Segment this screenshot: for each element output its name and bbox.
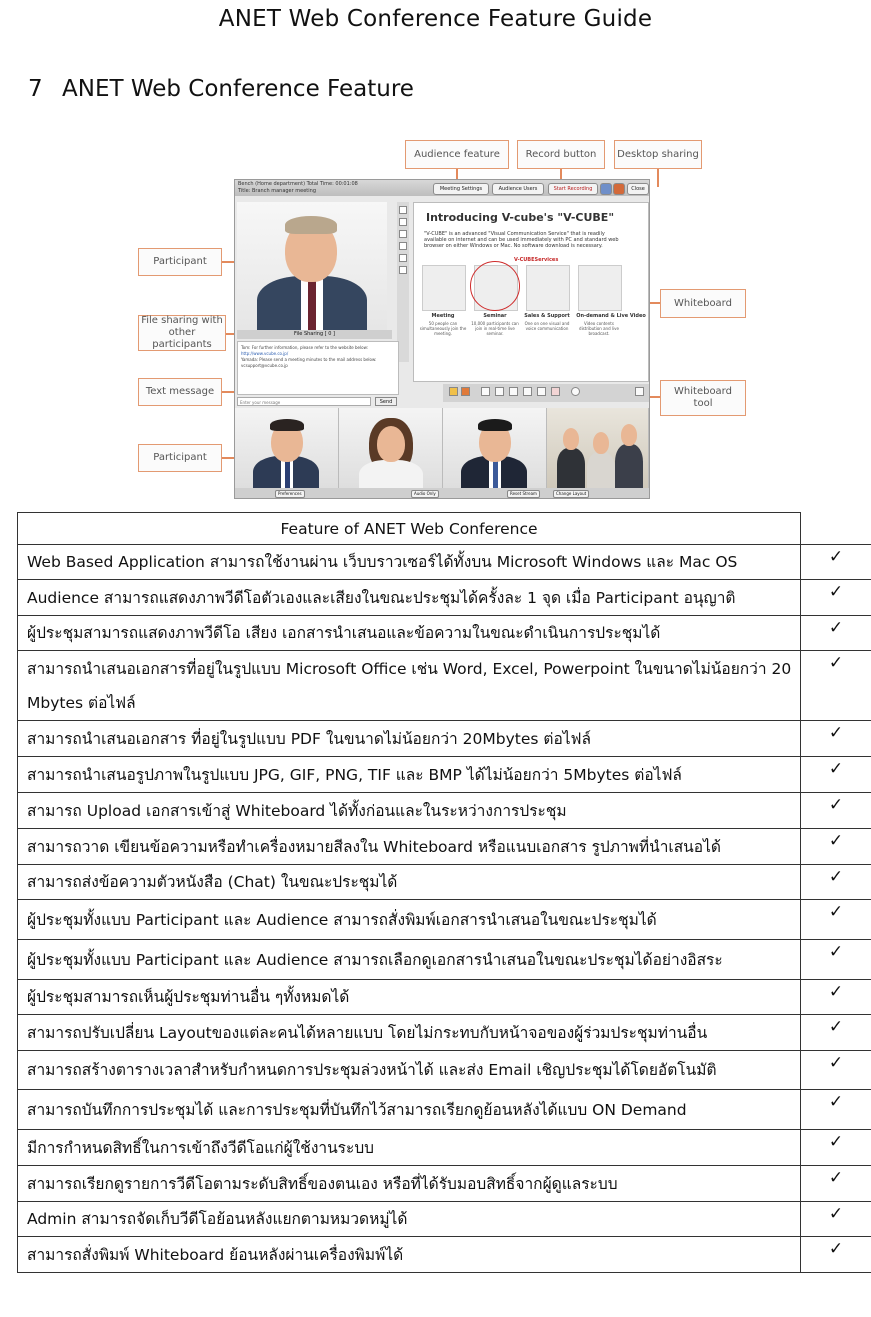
feature-description: สามารถเรียกดูรายการวีดีโอตามระดับสิทธิ์ของตนเอง หรือที่ได้รับมอบสิทธิ์จากผู้ดูแลระบบ	[18, 1166, 801, 1202]
line-tool-icon[interactable]	[399, 266, 407, 274]
check-mark-icon: ✓	[801, 940, 871, 980]
whiteboard-intro-text: "V-CUBE" is an advanced "Visual Communication Service" that is readily available on internet and can be used immediately with PC and standard web browser on either Windows or Mac. No software download is necessary.	[424, 231, 619, 249]
zoom-icon[interactable]	[571, 387, 580, 396]
table-header-row	[18, 513, 871, 545]
desktop-sharing-icon[interactable]	[600, 183, 612, 195]
feature-description: สามารถนำเสนอเอกสาร ที่อยู่ในรูปแบบ PDF ในขนาดไม่น้อยกว่า 20Mbytes ต่อไฟล์	[18, 721, 801, 757]
app-bottom-bar	[235, 488, 649, 498]
check-mark-icon: ✓	[801, 651, 871, 721]
table-row	[18, 980, 871, 1015]
whiteboard-col-text: 10,000 participants can join in real-time live seminar.	[471, 321, 519, 336]
table-row	[18, 1015, 871, 1051]
feature-description: สามารถ Upload เอกสารเข้าสู่ Whiteboard ได้ทั้งก่อนและในระหว่างการประชุม	[18, 793, 801, 829]
whiteboard-services-label: V-CUBEServices	[514, 257, 559, 263]
new-page-icon[interactable]	[481, 387, 490, 396]
check-mark-icon: ✓	[801, 900, 871, 940]
table-body	[18, 545, 871, 1273]
check-mark-icon: ✓	[801, 1090, 871, 1130]
chat-message: Yamada: Please send a meeting minutes to the mail address below:	[241, 357, 377, 362]
callout-file-sharing: File sharing with other participants	[138, 315, 226, 351]
participant-thumbnails	[235, 408, 649, 488]
delete-icon[interactable]	[509, 387, 518, 396]
check-mark-icon: ✓	[801, 1202, 871, 1237]
whiteboard-col-text: 50 people can simultaneously join the meeting.	[419, 321, 467, 336]
whiteboard-toolbar	[443, 384, 649, 402]
feature-description: สามารถสร้างตารางเวลาสำหรับกำหนดการประชุมล่วงหน้าได้ และส่ง Email เชิญประชุมได้โดยอัตโนมัติ	[18, 1051, 801, 1090]
table-row	[18, 721, 871, 757]
table-row	[18, 1051, 871, 1090]
whiteboard-annotation-circle	[470, 261, 520, 311]
table-row	[18, 940, 871, 980]
page-list-icon[interactable]	[537, 387, 546, 396]
image-icon[interactable]	[495, 387, 504, 396]
callout-whiteboard-tool: Whiteboard tool	[660, 380, 746, 416]
reset-stream-button[interactable]: Reset Stream	[507, 490, 540, 498]
close-button[interactable]: Close	[627, 183, 649, 195]
meeting-settings-button[interactable]: Meeting Settings	[433, 183, 489, 195]
participant-thumbnail[interactable]	[235, 408, 339, 488]
delete-pages-icon[interactable]	[551, 387, 560, 396]
preferences-button[interactable]: Preferences	[275, 490, 305, 498]
whiteboard-col-title: Sales & Support	[524, 313, 570, 319]
sync-icon[interactable]	[523, 387, 532, 396]
feature-description: มีการกำหนดสิทธิ์ในการเข้าถึงวีดีโอแก่ผู้ใช้งานระบบ	[18, 1130, 801, 1166]
table-row	[18, 1090, 871, 1130]
participant-main-video	[237, 202, 387, 330]
feature-screenshot-figure	[0, 0, 871, 510]
shape-tool-icon[interactable]	[399, 230, 407, 238]
sales-thumbnail	[526, 265, 570, 311]
check-mark-icon: ✓	[801, 545, 871, 580]
table-row	[18, 580, 871, 616]
chat-input[interactable]: Enter your message	[237, 397, 371, 406]
table-row	[18, 1202, 871, 1237]
section-number: 7	[28, 76, 43, 102]
whiteboard-col-title: Seminar	[483, 313, 507, 319]
feature-description: ผู้ประชุมสามารถแสดงภาพวีดีโอ เสียง เอกสารนำเสนอและข้อความในขณะดำเนินการประชุมได้	[18, 616, 801, 651]
table-header-blank	[801, 513, 871, 545]
check-mark-icon: ✓	[801, 865, 871, 900]
check-mark-icon: ✓	[801, 1015, 871, 1051]
callout-desktop-sharing: Desktop sharing	[614, 140, 702, 169]
table-row	[18, 1130, 871, 1166]
feature-table	[17, 512, 871, 1273]
check-mark-icon: ✓	[801, 980, 871, 1015]
table-row	[18, 545, 871, 580]
feature-description: ผู้ประชุมทั้งแบบ Participant และ Audience สามารถสั่งพิมพ์เอกสารนำเสนอในขณะประชุมได้	[18, 900, 801, 940]
chat-message: Tom: For further information, please refer to the website below:	[241, 345, 368, 350]
feature-description: สามารถวาด เขียนข้อความหรือทำเครื่องหมายสีลงใน Whiteboard หรือแนบเอกสาร รูปภาพที่นำเสนอได้	[18, 829, 801, 865]
callout-participant-top: Participant	[138, 248, 222, 276]
section-title: ANET Web Conference Feature	[62, 76, 414, 102]
check-mark-icon: ✓	[801, 1166, 871, 1202]
table-row	[18, 1237, 871, 1273]
check-mark-icon: ✓	[801, 721, 871, 757]
print-icon[interactable]	[635, 387, 644, 396]
whiteboard-heading: Introducing V-cube's "V-CUBE"	[426, 211, 615, 224]
whiteboard-col-title: Meeting	[431, 313, 455, 319]
feature-description: สามารถสั่งพิมพ์ Whiteboard ย้อนหลังผ่านเครื่องพิมพ์ได้	[18, 1237, 801, 1273]
callout-audience-feature: Audience feature	[405, 140, 509, 169]
participant-thumbnail[interactable]	[339, 408, 443, 488]
redo-icon[interactable]	[461, 387, 470, 396]
app-topbar	[235, 180, 649, 196]
feature-description: Web Based Application สามารถใช้งานผ่าน เว็บบราวเซอร์ได้ทั้งบน Microsoft Windows และ Mac OS	[18, 545, 801, 580]
table-row	[18, 900, 871, 940]
whiteboard-col-text: Video contents distribution and live broadcast.	[579, 321, 619, 336]
whiteboard-col-title: On-demand & Live Video	[576, 313, 646, 319]
table-row	[18, 793, 871, 829]
undo-icon[interactable]	[449, 387, 458, 396]
pointer-tool-icon[interactable]	[399, 254, 407, 262]
check-mark-icon: ✓	[801, 580, 871, 616]
callout-record-button: Record button	[517, 140, 605, 169]
feature-description: Audience สามารถแสดงภาพวีดีโอตัวเองและเสียงในขณะประชุมได้ครั้งละ 1 จุด เมื่อ Participant อนุญาติ	[18, 580, 801, 616]
check-mark-icon: ✓	[801, 1130, 871, 1166]
leader-line	[657, 169, 659, 187]
app-meeting-title: Title: Branch manager meeting	[238, 188, 316, 194]
audio-only-toggle[interactable]: Audio Only	[411, 490, 439, 498]
feature-description: สามารถบันทึกการประชุมได้ และการประชุมที่บันทึกไว้สามารถเรียกดูย้อนหลังได้แบบ ON Demand	[18, 1090, 801, 1130]
document-title: ANET Web Conference Feature Guide	[218, 6, 653, 32]
check-mark-icon: ✓	[801, 829, 871, 865]
feature-description: Admin สามารถจัดเก็บวีดีโอย้อนหลังแยกตามหมวดหมู่ได้	[18, 1202, 801, 1237]
table-row	[18, 616, 871, 651]
table-row	[18, 1166, 871, 1202]
whiteboard-col-text: One on one visual and voice communication	[524, 321, 570, 331]
chat-link[interactable]: http://www.vcube.co.jp/	[241, 351, 289, 356]
feature-description: สามารถนำเสนอเอกสารที่อยู่ในรูปแบบ Microsoft Office เช่น Word, Excel, Powerpoint ในขนาดไม่น้อยกว่า 20 Mbytes ต่อไฟล์	[18, 651, 801, 721]
chat-send-button[interactable]: Send	[375, 397, 397, 406]
participant-thumbnail[interactable]	[443, 408, 547, 488]
check-mark-icon: ✓	[801, 1237, 871, 1273]
table-row	[18, 829, 871, 865]
check-mark-icon: ✓	[801, 616, 871, 651]
feature-description: สามารถปรับเปลี่ยน Layoutของแต่ละคนได้หลายแบบ โดยไม่กระทบกับหน้าจอของผู้ร่วมประชุมท่านอื่น	[18, 1015, 801, 1051]
app-session-info: Bench (Home department) Total Time: 00:01:08	[238, 181, 358, 187]
table-row	[18, 757, 871, 793]
start-recording-button[interactable]: Start Recording	[548, 183, 598, 195]
callout-participant-bottom: Participant	[138, 444, 222, 472]
table-row	[18, 651, 871, 721]
meeting-thumbnail	[422, 265, 466, 311]
change-layout-button[interactable]: Change Layout	[553, 490, 589, 498]
file-sharing-bar[interactable]: File Sharing [ 0 ]	[237, 330, 392, 339]
participant-group-thumbnail[interactable]	[547, 408, 649, 488]
eraser-tool-icon[interactable]	[399, 242, 407, 250]
table-row	[18, 865, 871, 900]
callout-text-message: Text message	[138, 378, 222, 406]
video-thumbnail	[578, 265, 622, 311]
feature-description: ผู้ประชุมสามารถเห็นผู้ประชุมท่านอื่น ๆทั้งหมดได้	[18, 980, 801, 1015]
feature-description: สามารถส่งข้อความตัวหนังสือ (Chat) ในขณะประชุมได้	[18, 865, 801, 900]
check-mark-icon: ✓	[801, 757, 871, 793]
callout-whiteboard: Whiteboard	[660, 289, 746, 318]
feature-description: ผู้ประชุมทั้งแบบ Participant และ Audience สามารถเลือกดูเอกสารนำเสนอในขณะประชุมได้อย่างอิสระ	[18, 940, 801, 980]
pen-tool-icon[interactable]	[399, 206, 407, 214]
conference-app-screenshot	[234, 179, 650, 499]
chat-message: vcsupport@vcube.co.jp	[241, 363, 288, 368]
desktop-sharing-icon[interactable]	[613, 183, 625, 195]
table-header: Feature of ANET Web Conference	[18, 513, 801, 545]
check-mark-icon: ✓	[801, 1051, 871, 1090]
whiteboard-panel[interactable]	[413, 202, 649, 382]
chat-messages	[237, 341, 399, 395]
feature-description: สามารถนำเสนอรูปภาพในรูปแบบ JPG, GIF, PNG, TIF และ BMP ได้ไม่น้อยกว่า 5Mbytes ต่อไฟล์	[18, 757, 801, 793]
video-side-toolbar	[397, 202, 409, 362]
text-tool-icon[interactable]	[399, 218, 407, 226]
audience-users-button[interactable]: Audience Users	[492, 183, 544, 195]
check-mark-icon: ✓	[801, 793, 871, 829]
